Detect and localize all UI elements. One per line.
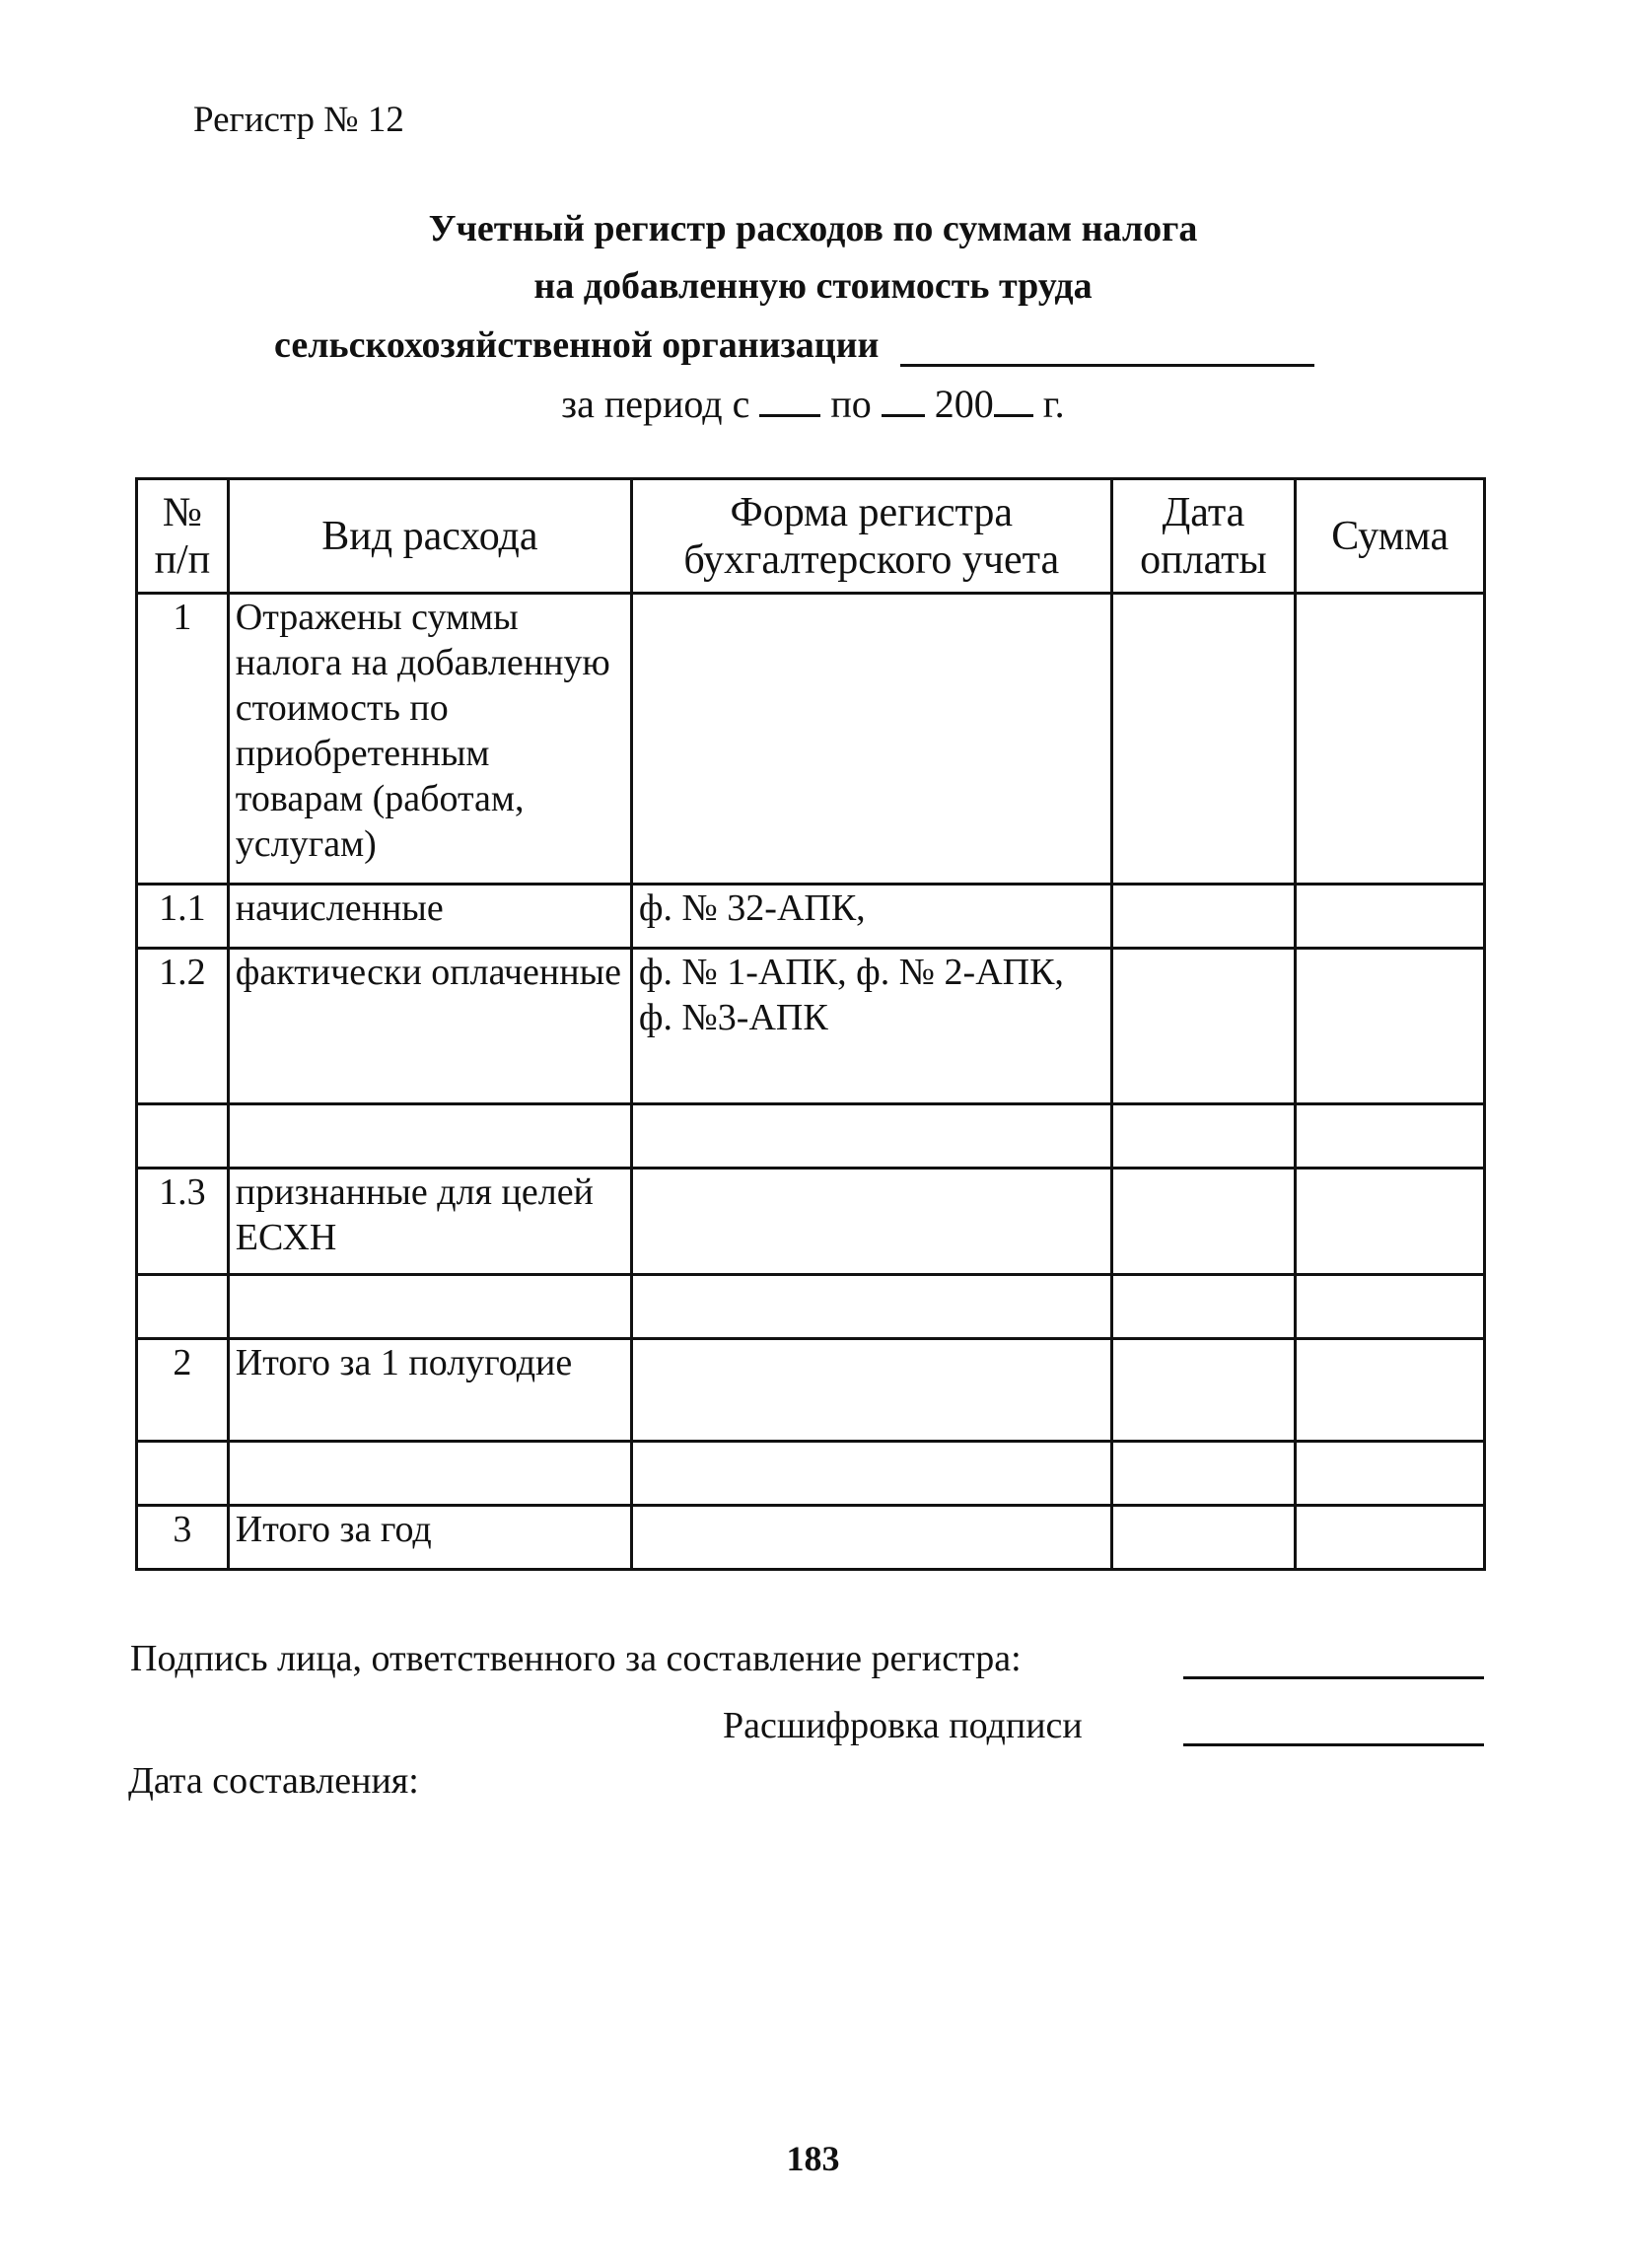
row-date[interactable]	[1111, 594, 1296, 885]
row-sum[interactable]	[1296, 949, 1485, 1104]
period-line	[0, 381, 1626, 427]
col-header-sum: Сумма	[1296, 479, 1485, 594]
decode-label: Расшифровка подписи	[723, 1705, 1083, 1746]
row-num[interactable]	[137, 1275, 229, 1339]
table-row	[137, 1506, 1485, 1570]
period-suffix: г.	[1042, 382, 1065, 426]
row-date[interactable]	[1111, 1169, 1296, 1275]
row-form[interactable]	[631, 1169, 1111, 1275]
row-sum[interactable]	[1296, 594, 1485, 885]
period-year-blank[interactable]	[994, 385, 1033, 417]
table-row	[137, 1442, 1485, 1506]
row-num[interactable]	[137, 1442, 229, 1506]
row-form[interactable]	[631, 594, 1111, 885]
signature-blank[interactable]	[1183, 1674, 1484, 1679]
period-from-blank[interactable]	[759, 385, 820, 417]
table-row	[137, 594, 1485, 885]
row-type[interactable]	[228, 1104, 631, 1169]
period-to-blank[interactable]	[882, 385, 925, 417]
row-num: 1.2	[137, 949, 229, 1104]
period-mid: по	[830, 382, 872, 426]
col-header-num: № п/п	[137, 479, 229, 594]
row-sum[interactable]	[1296, 1442, 1485, 1506]
row-type: Итого за 1 полугодие	[228, 1339, 631, 1442]
row-sum[interactable]	[1296, 1339, 1485, 1442]
date-label: Дата составления:	[128, 1760, 419, 1802]
table-row	[137, 1104, 1485, 1169]
row-type: Итого за год	[228, 1506, 631, 1570]
organization-blank[interactable]	[900, 330, 1314, 367]
register-table	[135, 477, 1486, 1571]
row-sum[interactable]	[1296, 1169, 1485, 1275]
row-form: ф. № 1-АПК, ф. № 2-АПК, ф. №3-АПК	[631, 949, 1111, 1104]
title-line-3	[274, 323, 1314, 367]
table-row	[137, 949, 1485, 1104]
row-num: 1.1	[137, 885, 229, 949]
row-type: признанные для целей ЕСХН	[228, 1169, 631, 1275]
register-number: Регистр № 12	[193, 100, 404, 140]
row-form: ф. № 32-АПК,	[631, 885, 1111, 949]
row-sum[interactable]	[1296, 1275, 1485, 1339]
row-type: фактически оплаченные	[228, 949, 631, 1104]
organization-label: сельскохозяйственной организации	[274, 324, 880, 366]
row-form[interactable]	[631, 1104, 1111, 1169]
page-number: 183	[786, 2139, 840, 2178]
row-num: 2	[137, 1339, 229, 1442]
signature-label: Подпись лица, ответственного за составление регистра:	[130, 1638, 1022, 1679]
row-date[interactable]	[1111, 1442, 1296, 1506]
row-num: 1	[137, 594, 229, 885]
col-header-type: Вид расхода	[228, 479, 631, 594]
table-row	[137, 1339, 1485, 1442]
row-num[interactable]	[137, 1104, 229, 1169]
row-date[interactable]	[1111, 949, 1296, 1104]
row-sum[interactable]	[1296, 1104, 1485, 1169]
row-type: Отражены суммы налога на добавленную стоимость по приобретенным товарам (работам, услугам)	[228, 594, 631, 885]
row-date[interactable]	[1111, 1104, 1296, 1169]
row-type: начисленные	[228, 885, 631, 949]
row-type[interactable]	[228, 1442, 631, 1506]
table-row	[137, 885, 1485, 949]
row-sum[interactable]	[1296, 1506, 1485, 1570]
col-header-form: Форма регистра бухгалтерского учета	[631, 479, 1111, 594]
row-date[interactable]	[1111, 1275, 1296, 1339]
col-header-date: Дата оплаты	[1111, 479, 1296, 594]
row-form[interactable]	[631, 1442, 1111, 1506]
title-line-2: на добавленную стоимость труда	[533, 265, 1093, 307]
table-row	[137, 1169, 1485, 1275]
row-type[interactable]	[228, 1275, 631, 1339]
row-num: 1.3	[137, 1169, 229, 1275]
period-prefix: за период с	[561, 382, 750, 426]
decode-blank[interactable]	[1183, 1741, 1484, 1746]
row-form[interactable]	[631, 1506, 1111, 1570]
row-form[interactable]	[631, 1339, 1111, 1442]
row-date[interactable]	[1111, 1339, 1296, 1442]
row-num: 3	[137, 1506, 229, 1570]
row-date[interactable]	[1111, 1506, 1296, 1570]
table-row	[137, 1275, 1485, 1339]
period-year: 200	[934, 382, 994, 426]
row-date[interactable]	[1111, 885, 1296, 949]
title-line-1: Учетный регистр расходов по суммам налога	[428, 208, 1198, 249]
header-row	[137, 479, 1485, 594]
row-sum[interactable]	[1296, 885, 1485, 949]
row-form[interactable]	[631, 1275, 1111, 1339]
